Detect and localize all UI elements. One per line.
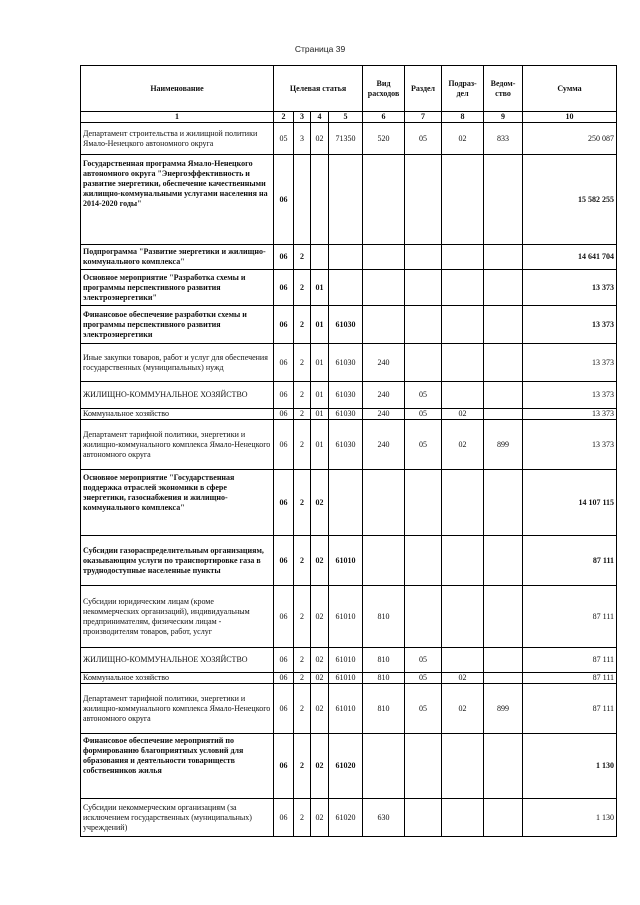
- row-name: Основное мероприятие "Разработка схемы и программы перспективного развития электроэнергетики": [81, 270, 274, 306]
- cell-event: [311, 155, 329, 245]
- cell-department: 833: [484, 123, 523, 155]
- column-number: 3: [294, 112, 311, 123]
- cell-section: [405, 799, 442, 837]
- cell-section: 05: [405, 420, 442, 470]
- row-name: Финансовое обеспечение мероприятий по формированию благоприятных условий для образования и деятельности товариществ собственников жилья: [81, 734, 274, 799]
- cell-expense-type: 630: [363, 799, 405, 837]
- cell-subsection: [442, 536, 484, 586]
- cell-direction: 71350: [329, 123, 363, 155]
- cell-direction: 61010: [329, 586, 363, 648]
- cell-program: 06: [274, 536, 294, 586]
- cell-event: 02: [311, 799, 329, 837]
- row-name: ЖИЛИЩНО-КОММУНАЛЬНОЕ ХОЗЯЙСТВО: [81, 382, 274, 409]
- cell-department: [484, 155, 523, 245]
- cell-department: [484, 306, 523, 344]
- cell-program: 06: [274, 470, 294, 536]
- cell-expense-type: [363, 306, 405, 344]
- cell-subprogram: 2: [294, 270, 311, 306]
- cell-subprogram: 2: [294, 420, 311, 470]
- cell-expense-type: 240: [363, 382, 405, 409]
- cell-department: [484, 409, 523, 420]
- table-row: [81, 344, 617, 382]
- cell-program: 06: [274, 420, 294, 470]
- cell-section: 05: [405, 648, 442, 673]
- cell-section: [405, 734, 442, 799]
- cell-sum: 1 130: [523, 734, 617, 799]
- cell-sum: 13 373: [523, 409, 617, 420]
- cell-subprogram: 2: [294, 586, 311, 648]
- row-name: Коммунальное хозяйство: [81, 673, 274, 684]
- cell-subsection: [442, 799, 484, 837]
- cell-subprogram: [294, 155, 311, 245]
- cell-department: [484, 799, 523, 837]
- column-number: 2: [274, 112, 294, 123]
- cell-subsection: [442, 306, 484, 344]
- cell-subsection: [442, 270, 484, 306]
- header-target-article: Целевая статья: [274, 66, 363, 112]
- cell-event: 02: [311, 673, 329, 684]
- table-row: [81, 586, 617, 648]
- cell-sum: 250 087: [523, 123, 617, 155]
- cell-subprogram: 2: [294, 684, 311, 734]
- cell-sum: 1 130: [523, 799, 617, 837]
- cell-expense-type: 810: [363, 673, 405, 684]
- cell-subprogram: 2: [294, 673, 311, 684]
- cell-expense-type: [363, 470, 405, 536]
- cell-department: [484, 586, 523, 648]
- cell-subsection: [442, 586, 484, 648]
- cell-section: [405, 586, 442, 648]
- header-expense-type: Вид расходов: [363, 66, 405, 112]
- cell-expense-type: 240: [363, 344, 405, 382]
- table-row: [81, 470, 617, 536]
- cell-department: [484, 245, 523, 270]
- table-row: [81, 306, 617, 344]
- cell-subsection: [442, 344, 484, 382]
- cell-subsection: [442, 155, 484, 245]
- cell-department: [484, 270, 523, 306]
- cell-subprogram: 2: [294, 734, 311, 799]
- column-number: 6: [363, 112, 405, 123]
- cell-subprogram: 2: [294, 306, 311, 344]
- cell-subsection: 02: [442, 123, 484, 155]
- table-row: [81, 155, 617, 245]
- cell-direction: 61020: [329, 734, 363, 799]
- cell-program: 06: [274, 382, 294, 409]
- cell-direction: [329, 470, 363, 536]
- cell-program: 06: [274, 586, 294, 648]
- cell-subsection: [442, 245, 484, 270]
- cell-subsection: 02: [442, 684, 484, 734]
- table-row: [81, 420, 617, 470]
- cell-subsection: 02: [442, 420, 484, 470]
- cell-sum: 87 111: [523, 586, 617, 648]
- cell-sum: 13 373: [523, 306, 617, 344]
- table-row: [81, 409, 617, 420]
- cell-direction: 61010: [329, 648, 363, 673]
- cell-subprogram: 2: [294, 799, 311, 837]
- cell-expense-type: 810: [363, 684, 405, 734]
- cell-program: 06: [274, 799, 294, 837]
- cell-event: 02: [311, 684, 329, 734]
- column-number: 7: [405, 112, 442, 123]
- cell-program: 06: [274, 673, 294, 684]
- row-name: Государственная программа Ямало-Ненецкого автономного округа "Энергоэффективность и развитие энергетики, обеспечение качественными жилищно-коммунальными услугами населения на 2014-2020 годы": [81, 155, 274, 245]
- table-row: [81, 382, 617, 409]
- cell-expense-type: [363, 245, 405, 270]
- column-number: 9: [484, 112, 523, 123]
- cell-direction: 61010: [329, 684, 363, 734]
- header-section: Раздел: [405, 66, 442, 112]
- cell-program: 06: [274, 245, 294, 270]
- row-name: ЖИЛИЩНО-КОММУНАЛЬНОЕ ХОЗЯЙСТВО: [81, 648, 274, 673]
- cell-event: 01: [311, 344, 329, 382]
- row-name: Подпрограмма "Развитие энергетики и жилищно-коммунального комплекса": [81, 245, 274, 270]
- cell-subprogram: 2: [294, 382, 311, 409]
- row-name: Департамент тарифной политики, энергетики и жилищно-коммунального комплекса Ямало-Ненецкого автономного округа: [81, 684, 274, 734]
- cell-sum: 13 373: [523, 420, 617, 470]
- cell-expense-type: 240: [363, 409, 405, 420]
- cell-subprogram: 2: [294, 245, 311, 270]
- cell-subprogram: 3: [294, 123, 311, 155]
- table-row: [81, 684, 617, 734]
- cell-direction: [329, 155, 363, 245]
- cell-section: [405, 470, 442, 536]
- cell-event: 01: [311, 270, 329, 306]
- cell-direction: 61030: [329, 344, 363, 382]
- cell-section: [405, 270, 442, 306]
- cell-event: 02: [311, 123, 329, 155]
- cell-subsection: [442, 382, 484, 409]
- cell-event: 01: [311, 420, 329, 470]
- row-name: Финансовое обеспечение разработки схемы и программы перспективного развития электроэнергетики: [81, 306, 274, 344]
- cell-subsection: [442, 470, 484, 536]
- cell-department: [484, 344, 523, 382]
- row-name: Субсидии некоммерческим организациям (за исключением государственных (муниципальных) учреждений): [81, 799, 274, 837]
- cell-section: [405, 306, 442, 344]
- cell-department: 899: [484, 420, 523, 470]
- header-department: Ведом-ство: [484, 66, 523, 112]
- row-name: Иные закупки товаров, работ и услуг для обеспечения государственных (муниципальных) нужд: [81, 344, 274, 382]
- row-name: Субсидии юридическим лицам (кроме некоммерческих организаций), индивидуальным предпринимателям, физическим лицам - производителям товаров, работ, услуг: [81, 586, 274, 648]
- cell-event: 01: [311, 382, 329, 409]
- cell-program: 05: [274, 123, 294, 155]
- table-row: [81, 536, 617, 586]
- cell-subsection: 02: [442, 673, 484, 684]
- header-sum: Сумма: [523, 66, 617, 112]
- cell-program: 06: [274, 409, 294, 420]
- cell-department: [484, 648, 523, 673]
- budget-table: [80, 65, 617, 837]
- cell-department: [484, 536, 523, 586]
- row-name: Коммунальное хозяйство: [81, 409, 274, 420]
- table-row: [81, 123, 617, 155]
- cell-department: [484, 673, 523, 684]
- header-subsection: Подраз-дел: [442, 66, 484, 112]
- cell-subprogram: 2: [294, 470, 311, 536]
- cell-section: [405, 344, 442, 382]
- cell-section: 05: [405, 409, 442, 420]
- cell-program: 06: [274, 306, 294, 344]
- cell-expense-type: [363, 734, 405, 799]
- table-row: [81, 799, 617, 837]
- header-name: Наименование: [81, 66, 274, 112]
- cell-section: [405, 245, 442, 270]
- cell-subsection: [442, 648, 484, 673]
- cell-section: [405, 536, 442, 586]
- cell-program: 06: [274, 684, 294, 734]
- table-row: [81, 270, 617, 306]
- cell-direction: 61030: [329, 409, 363, 420]
- cell-department: [484, 470, 523, 536]
- cell-event: 02: [311, 648, 329, 673]
- cell-event: 01: [311, 306, 329, 344]
- cell-subprogram: 2: [294, 648, 311, 673]
- cell-expense-type: 810: [363, 648, 405, 673]
- cell-direction: 61030: [329, 420, 363, 470]
- cell-section: 05: [405, 673, 442, 684]
- row-name: Основное мероприятие "Государственная поддержка отраслей экономики в сфере энергетики, газоснабжения и жилищно-коммунального комплекса": [81, 470, 274, 536]
- cell-direction: [329, 270, 363, 306]
- cell-expense-type: [363, 155, 405, 245]
- cell-sum: 87 111: [523, 684, 617, 734]
- cell-subsection: 02: [442, 409, 484, 420]
- cell-sum: 13 373: [523, 382, 617, 409]
- cell-expense-type: [363, 536, 405, 586]
- cell-section: 05: [405, 684, 442, 734]
- cell-direction: 61010: [329, 536, 363, 586]
- cell-program: 06: [274, 648, 294, 673]
- cell-sum: 13 373: [523, 344, 617, 382]
- cell-department: [484, 734, 523, 799]
- cell-program: 06: [274, 344, 294, 382]
- cell-direction: 61030: [329, 382, 363, 409]
- column-number: 5: [329, 112, 363, 123]
- cell-sum: 14 641 704: [523, 245, 617, 270]
- cell-sum: 13 373: [523, 270, 617, 306]
- page-number-label: Страница 39: [294, 44, 346, 54]
- cell-sum: 87 111: [523, 648, 617, 673]
- table-row: [81, 245, 617, 270]
- column-number: 1: [81, 112, 274, 123]
- cell-section: 05: [405, 382, 442, 409]
- row-name: Департамент тарифной политики, энергетики и жилищно-коммунального комплекса Ямало-Ненецкого автономного округа: [81, 420, 274, 470]
- cell-sum: 87 111: [523, 536, 617, 586]
- cell-event: 02: [311, 586, 329, 648]
- row-name: Субсидии газораспределительным организациям, оказывающим услуги по транспортировке газа в труднодоступные населенные пункты: [81, 536, 274, 586]
- column-number-row: [81, 112, 617, 123]
- cell-event: [311, 245, 329, 270]
- cell-expense-type: 240: [363, 420, 405, 470]
- cell-expense-type: 810: [363, 586, 405, 648]
- column-number: 8: [442, 112, 484, 123]
- cell-event: 02: [311, 470, 329, 536]
- cell-direction: 61020: [329, 799, 363, 837]
- cell-program: 06: [274, 734, 294, 799]
- cell-subprogram: 2: [294, 409, 311, 420]
- cell-event: 01: [311, 409, 329, 420]
- cell-direction: [329, 245, 363, 270]
- cell-event: 02: [311, 536, 329, 586]
- cell-section: 05: [405, 123, 442, 155]
- cell-sum: 87 111: [523, 673, 617, 684]
- cell-direction: 61010: [329, 673, 363, 684]
- cell-department: [484, 382, 523, 409]
- cell-expense-type: 520: [363, 123, 405, 155]
- table-row: [81, 648, 617, 673]
- cell-subprogram: 2: [294, 536, 311, 586]
- cell-event: 02: [311, 734, 329, 799]
- cell-direction: 61030: [329, 306, 363, 344]
- cell-program: 06: [274, 155, 294, 245]
- cell-program: 06: [274, 270, 294, 306]
- cell-sum: 14 107 115: [523, 470, 617, 536]
- cell-section: [405, 155, 442, 245]
- table-row: [81, 734, 617, 799]
- column-number: 4: [311, 112, 329, 123]
- cell-subprogram: 2: [294, 344, 311, 382]
- header-row: [81, 66, 617, 112]
- table-row: [81, 673, 617, 684]
- cell-subsection: [442, 734, 484, 799]
- cell-sum: 15 582 255: [523, 155, 617, 245]
- column-number: 10: [523, 112, 617, 123]
- cell-department: 899: [484, 684, 523, 734]
- cell-expense-type: [363, 270, 405, 306]
- row-name: Департамент строительства и жилищной политики Ямало-Ненецкого автономного округа: [81, 123, 274, 155]
